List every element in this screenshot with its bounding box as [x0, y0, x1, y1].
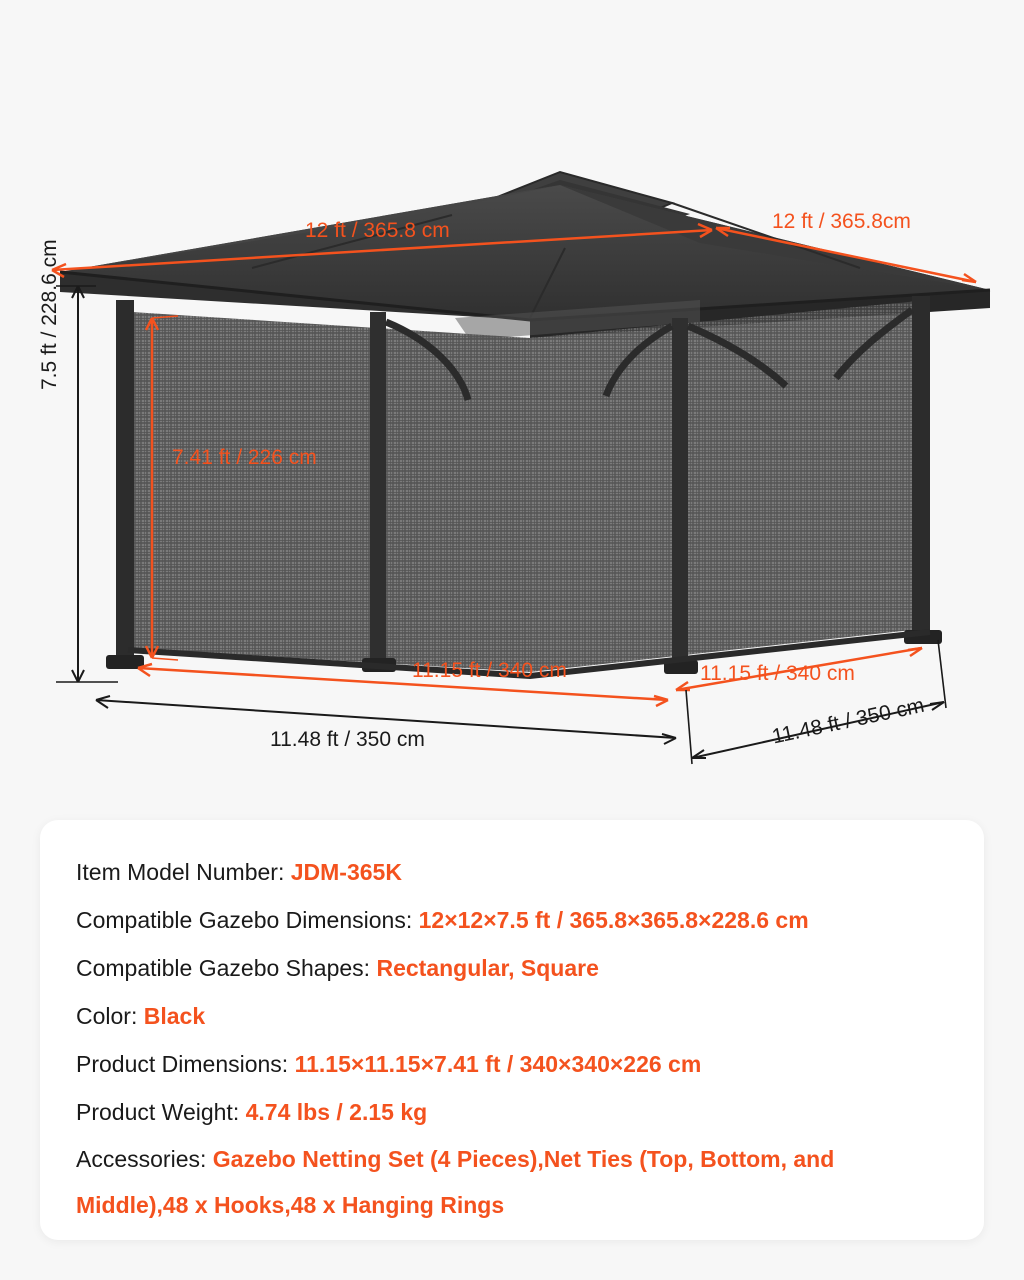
- product-spec-card: [40, 820, 984, 1240]
- spec-label-product-weight: Product Weight:: [76, 1099, 246, 1125]
- spec-value-compatible-dimensions: 12×12×7.5 ft / 365.8×365.8×228.6 cm: [418, 907, 809, 933]
- spec-value-product-weight: 4.74 lbs / 2.15 kg: [245, 1099, 428, 1125]
- dim-label-base-front: 11.48 ft / 350 cm: [270, 728, 425, 751]
- spec-value-product-dimensions: 11.15×11.15×7.41 ft / 340×340×226 cm: [294, 1051, 702, 1077]
- spec-value-accessories: Gazebo Netting Set (4 Pieces),Net Ties (Top, Bottom, and Middle),48 x Hooks,48 x Hanging Rings: [76, 1146, 835, 1218]
- dim-label-net-front: 11.15 ft / 340 cm: [412, 659, 567, 682]
- spec-row-color: [76, 992, 948, 1040]
- spec-label-product-dimensions: Product Dimensions:: [76, 1051, 295, 1077]
- spec-label-accessories: Accessories:: [76, 1146, 213, 1172]
- spec-row-product-dimensions: [76, 1040, 948, 1088]
- spec-label-color: Color:: [76, 1003, 144, 1029]
- spec-value-compatible-shapes: Rectangular, Square: [376, 955, 599, 981]
- dim-label-outer-height: 7.5 ft / 228.6 cm: [38, 239, 61, 390]
- spec-label-compatible-shapes: Compatible Gazebo Shapes:: [76, 955, 377, 981]
- spec-row-compatible-dimensions: [76, 896, 948, 944]
- spec-value-color: Black: [143, 1003, 206, 1029]
- dim-label-base-side: 11.48 ft / 350 cm: [770, 693, 927, 749]
- spec-row-compatible-shapes: [76, 944, 948, 992]
- spec-row-product-weight: [76, 1088, 948, 1136]
- dim-label-inner-height: 7.41 ft / 226 cm: [172, 446, 317, 469]
- netting-panels: [132, 300, 930, 672]
- spec-row-model: [76, 848, 948, 896]
- dim-label-roof-right: 12 ft / 365.8cm: [772, 210, 911, 233]
- spec-row-accessories: [76, 1136, 948, 1228]
- dim-label-roof-left: 12 ft / 365.8 cm: [305, 219, 450, 242]
- spec-label-model: Item Model Number:: [76, 859, 291, 885]
- spec-label-compatible-dimensions: Compatible Gazebo Dimensions:: [76, 907, 419, 933]
- spec-value-model: JDM-365K: [290, 859, 402, 885]
- dim-label-net-side: 11.15 ft / 340 cm: [700, 662, 855, 685]
